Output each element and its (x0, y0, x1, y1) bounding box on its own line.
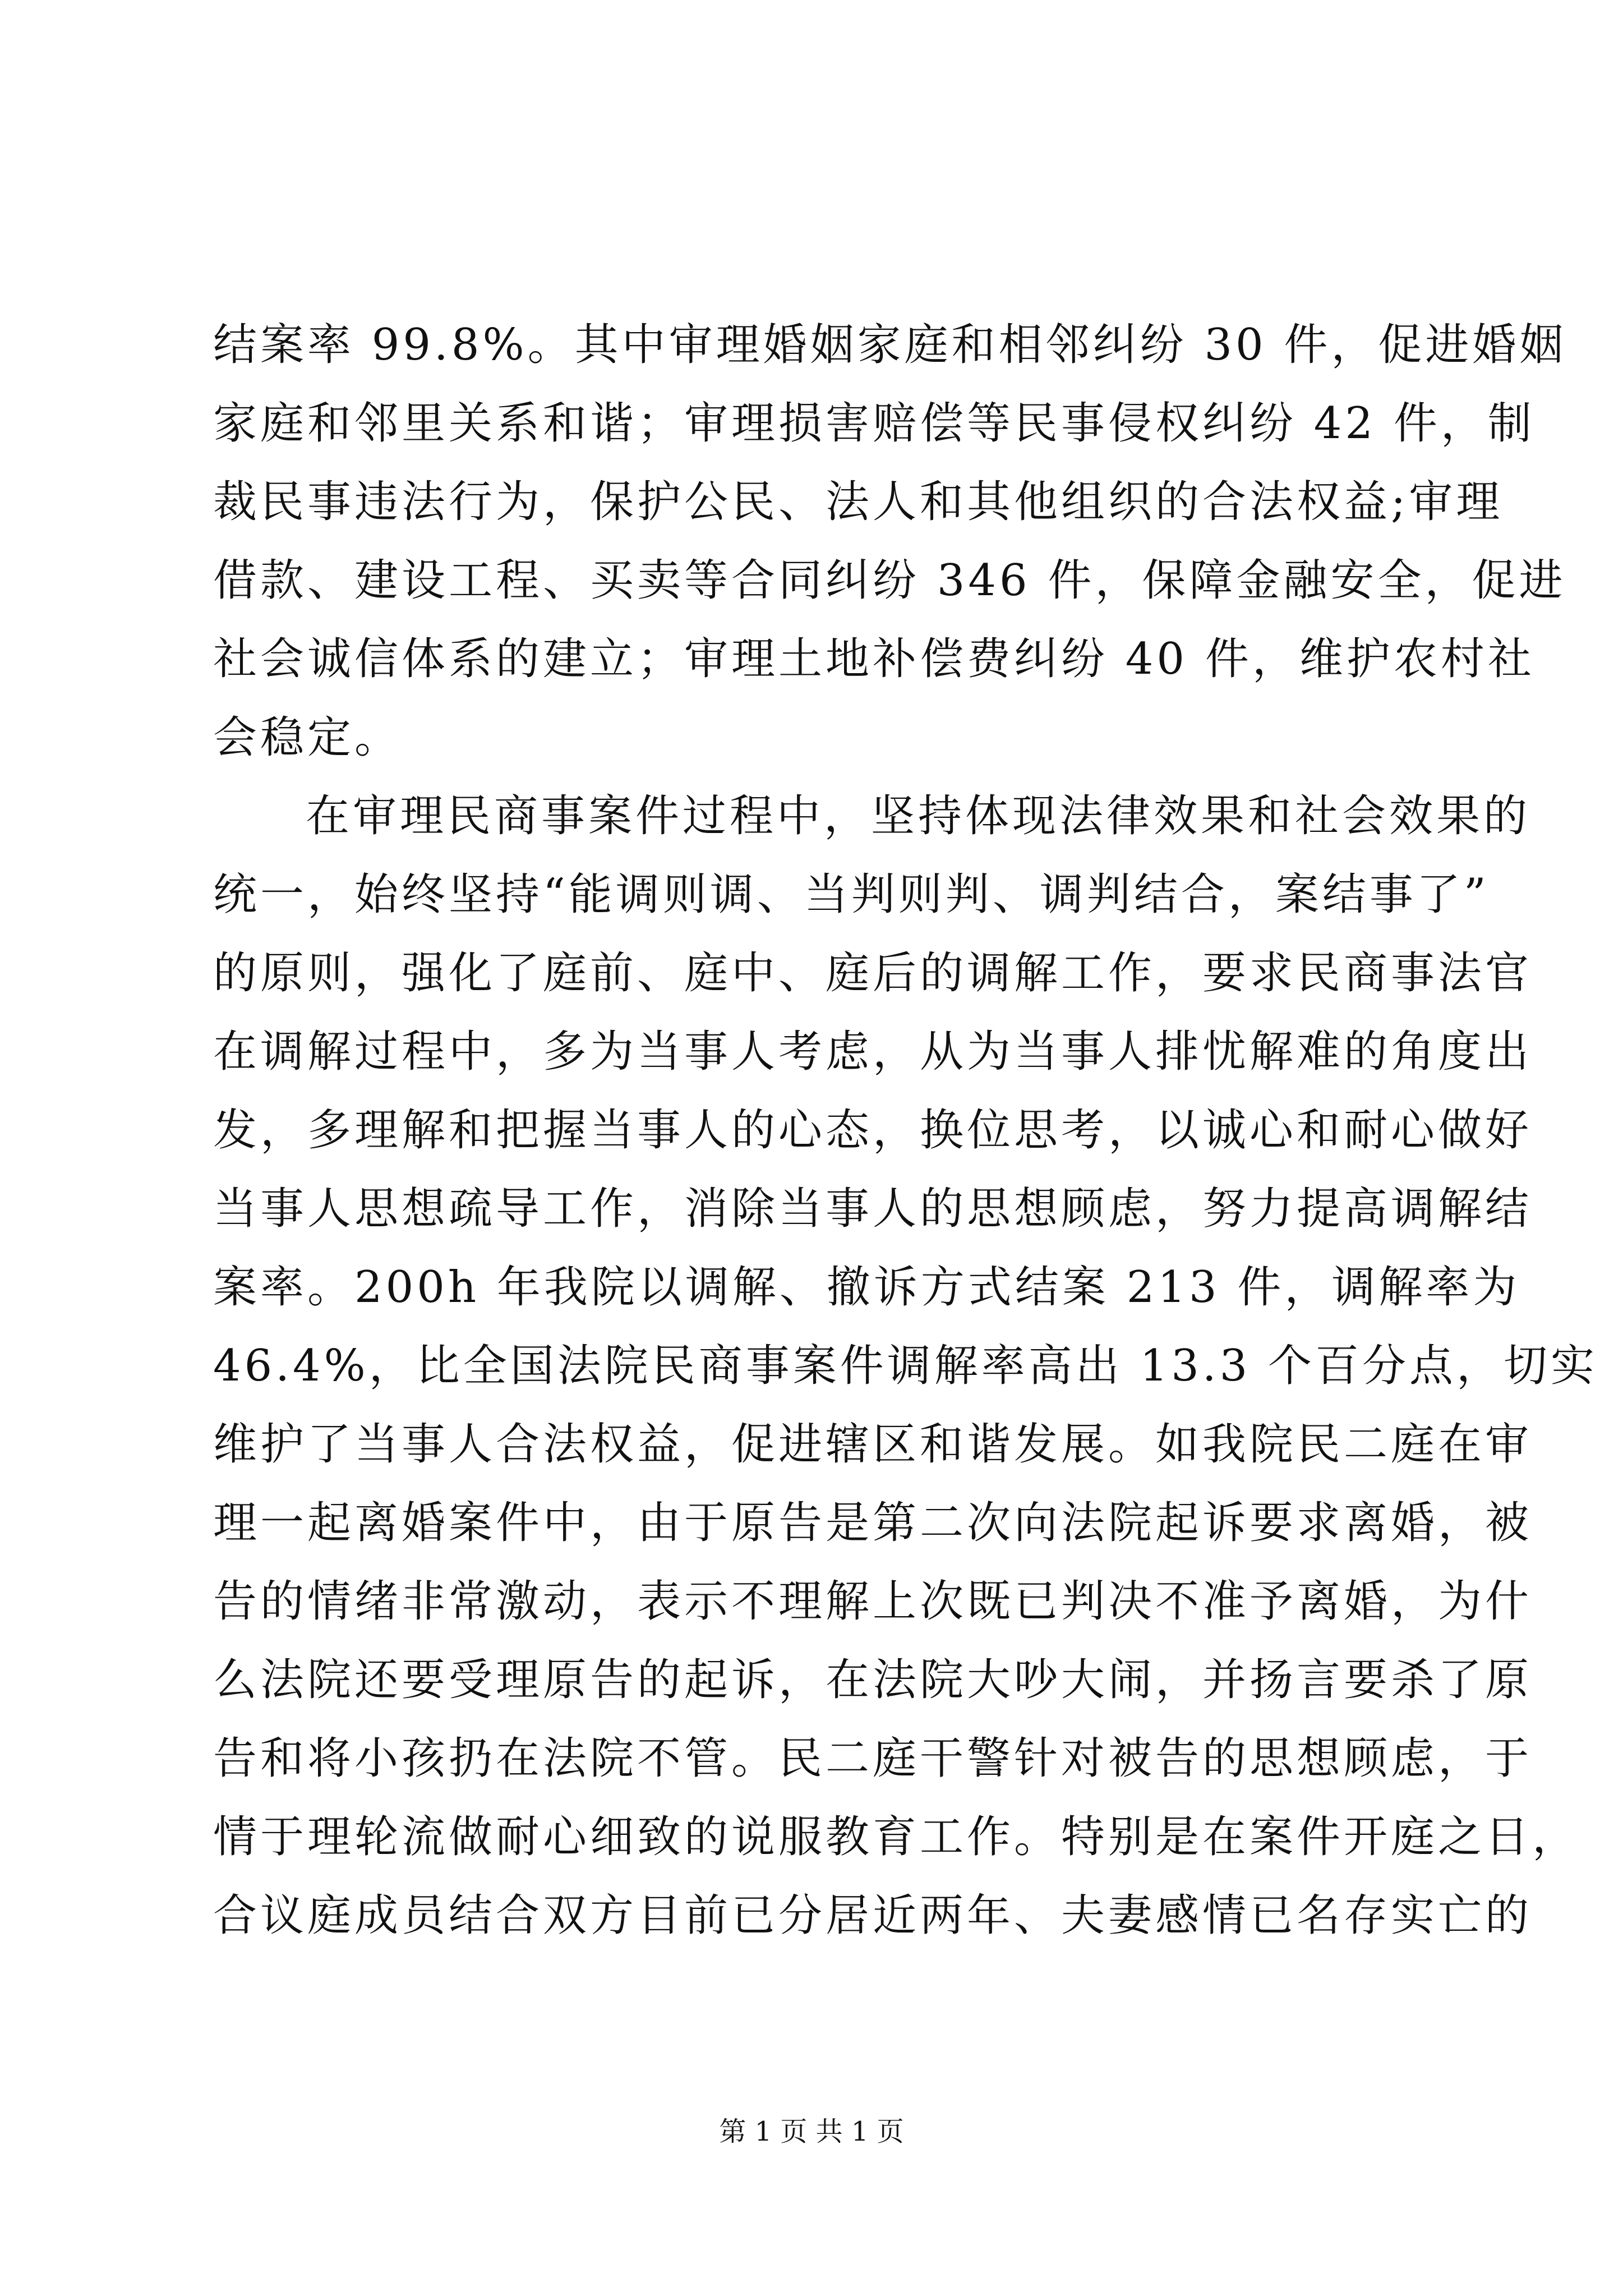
body-text-line: 社会诚信体系的建立；审理土地补偿费纠纷 40 件，维护农村社 (213, 634, 1535, 684)
body-text-line: 的原则，强化了庭前、庭中、庭后的调解工作，要求民商事法官 (213, 948, 1533, 999)
body-text-line: 裁民事违法行为，保护公民、法人和其他组织的合法权益;审理 (213, 477, 1504, 527)
body-text-line: 情于理轮流做耐心细致的说服教育工作。特别是在案件开庭之日， (213, 1812, 1580, 1862)
paragraph-first-line: 在审理民商事案件过程中，坚持体现法律效果和社会效果的 (306, 791, 1531, 841)
body-text-line: 家庭和邻里关系和谐；审理损害赔偿等民事侵权纠纷 42 件，制 (213, 398, 1535, 449)
body-text-line: 告和将小孩扔在法院不管。民二庭干警针对被告的思想顾虑，于 (213, 1733, 1533, 1784)
body-text-line: 告的情绪非常激动，表示不理解上次既已判决不准予离婚，为什 (213, 1576, 1533, 1627)
body-text-line: 结案率 99.8%。其中审理婚姻家庭和相邻纠纷 30 件，促进婚姻 (213, 320, 1567, 370)
body-text-line: 理一起离婚案件中，由于原告是第二次向法院起诉要求离婚，被 (213, 1498, 1533, 1548)
body-text-line: 统一，始终坚持“能调则调、当判则判、调判结合，案结事了” (213, 869, 1490, 920)
body-text-line: 案率。200h 年我院以调解、撤诉方式结案 213 件，调解率为 (213, 1262, 1520, 1313)
page-number-footer: 第 1 页 共 1 页 (719, 2116, 904, 2147)
body-text-line: 46.4%，比全国法院民商事案件调解率高出 13.3 个百分点，切实 (213, 1341, 1598, 1391)
body-text-line: 在调解过程中，多为当事人考虑，从为当事人排忧解难的角度出 (213, 1027, 1533, 1077)
body-text-line: 借款、建设工程、买卖等合同纠纷 346 件，保障金融安全，促进 (213, 555, 1566, 606)
body-text-line: 会稳定。 (213, 712, 402, 763)
body-text-line: 合议庭成员结合双方目前已分居近两年、夫妻感情已名存实亡的 (213, 1890, 1533, 1941)
body-text-line: 发，多理解和把握当事人的心态，换位思考，以诚心和耐心做好 (213, 1105, 1533, 1156)
body-text-line: 维护了当事人合法权益，促进辖区和谐发展。如我院民二庭在审 (213, 1419, 1533, 1470)
body-text-line: 当事人思想疏导工作，消除当事人的思想顾虑，努力提高调解结 (213, 1184, 1533, 1234)
body-text-line: 么法院还要受理原告的起诉，在法院大吵大闹，并扬言要杀了原 (213, 1655, 1533, 1705)
